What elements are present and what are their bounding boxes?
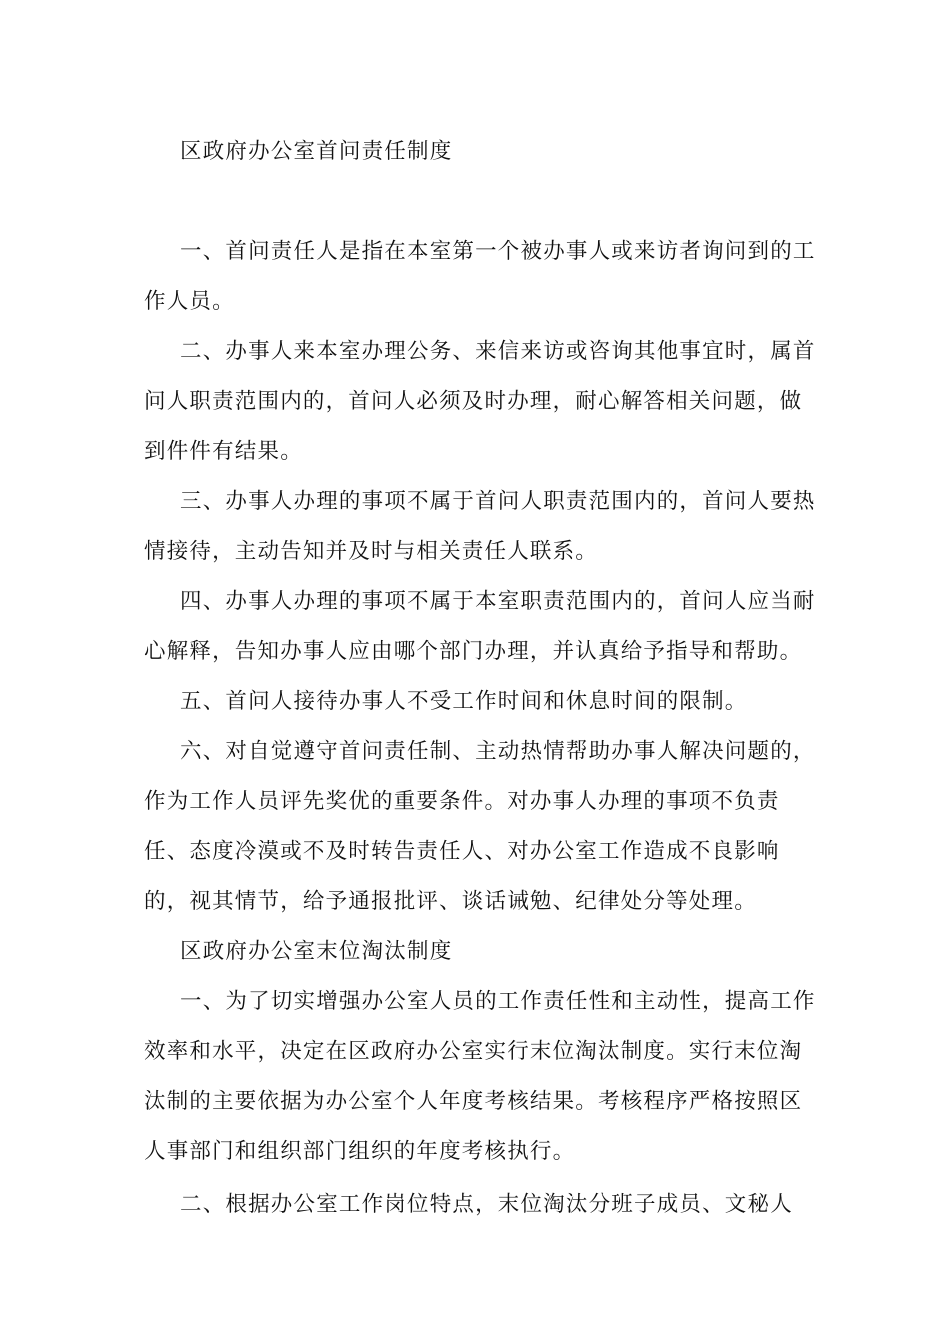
paragraph-s2-1-line-3: 汰制的主要依据为办公室个人年度考核结果。考核程序严格按照区: [144, 1089, 803, 1114]
paragraph-s2-2-line-1: 二、根据办公室工作岗位特点，末位淘汰分班子成员、文秘人: [180, 1192, 793, 1217]
paragraph-6-line-1: 六、对自觉遵守首问责任制、主动热情帮助办事人解决问题的，: [180, 739, 816, 764]
paragraph-2-line-3: 到件件有结果。: [144, 439, 303, 464]
paragraph-5-line-1: 五、首问人接待办事人不受工作时间和休息时间的限制。: [180, 689, 748, 714]
paragraph-6-line-4: 的，视其情节，给予通报批评、谈话诫勉、纪律处分等处理。: [144, 889, 757, 914]
paragraph-1-line-2: 作人员。: [144, 289, 235, 314]
heading-last-place-elimination: 区政府办公室末位淘汰制度: [180, 939, 453, 964]
paragraph-3-line-1: 三、办事人办理的事项不属于首问人职责范围内的，首问人要热: [180, 489, 816, 514]
paragraph-6-line-3: 任、态度冷漠或不及时转告责任人、对办公室工作造成不良影响: [144, 839, 780, 864]
paragraph-3-line-2: 情接待，主动告知并及时与相关责任人联系。: [144, 539, 599, 564]
paragraph-2-line-2: 问人职责范围内的，首问人必须及时办理，耐心解答相关问题，做: [144, 389, 803, 414]
paragraph-4-line-2: 心解释，告知办事人应由哪个部门办理，并认真给予指导和帮助。: [144, 639, 803, 664]
paragraph-s2-1-line-4: 人事部门和组织部门组织的年度考核执行。: [144, 1139, 576, 1164]
paragraph-2-line-1: 二、办事人来本室办理公务、来信来访或咨询其他事宜时，属首: [180, 339, 816, 364]
paragraph-4-line-1: 四、办事人办理的事项不属于本室职责范围内的，首问人应当耐: [180, 589, 816, 614]
heading-first-inquiry-system: 区政府办公室首问责任制度: [180, 139, 453, 164]
paragraph-1-line-1: 一、首问责任人是指在本室第一个被办事人或来访者询问到的工: [180, 239, 816, 264]
paragraph-s2-1-line-1: 一、为了切实增强办公室人员的工作责任性和主动性，提高工作: [180, 989, 816, 1014]
paragraph-s2-1-line-2: 效率和水平，决定在区政府办公室实行末位淘汰制度。实行末位淘: [144, 1039, 803, 1064]
paragraph-6-line-2: 作为工作人员评先奖优的重要条件。对办事人办理的事项不负责: [144, 789, 780, 814]
